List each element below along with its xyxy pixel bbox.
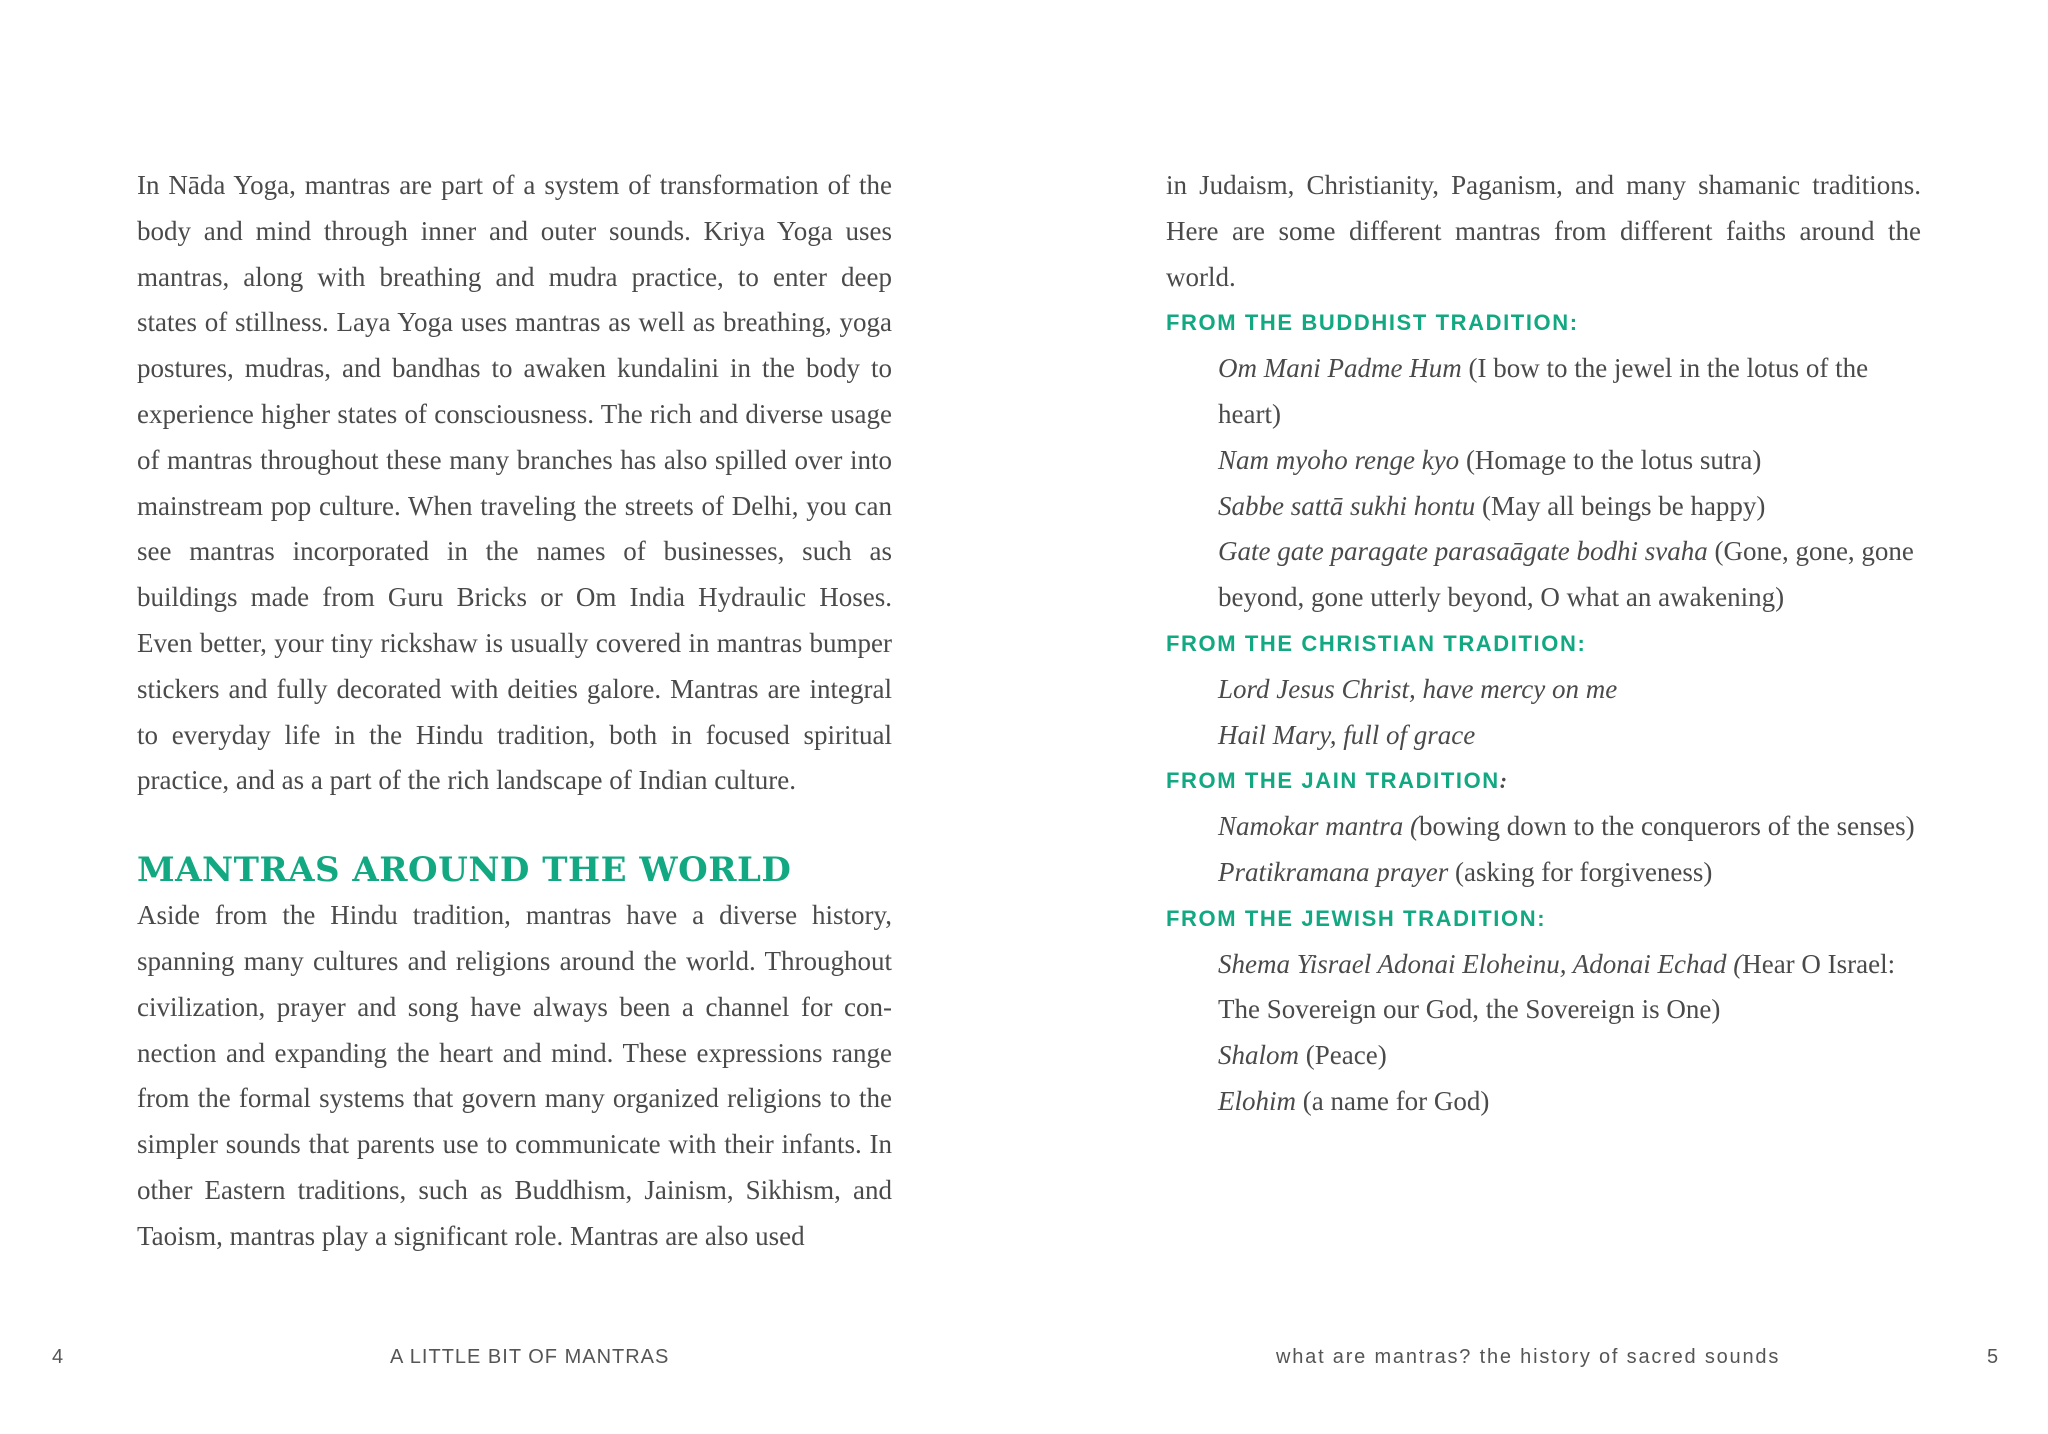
- mantra-meaning: (Gone, gone, gone beyond, gone utterly beyond, O what an awakening): [1218, 536, 1914, 613]
- tradition-heading-christian: FROM THE CHRISTIAN TRADITION:: [1166, 630, 1587, 656]
- mantra-meaning: (a name for God): [1296, 1085, 1490, 1116]
- running-footer-chapter-title: what are mantras? the history of sacred sounds: [1276, 1346, 1781, 1368]
- mantra-item: [1166, 850, 1921, 896]
- tradition-heading-buddhist: FROM THE BUDDHIST TRADITION:: [1166, 310, 1579, 336]
- mantra-meaning: (May all beings be happy): [1475, 490, 1766, 521]
- paragraph-intro-other-faiths: in Judaism, Christianity, Paganism, and many shamanic traditions. Here are some different mantras from different faiths around the world.: [1166, 170, 1921, 292]
- tradition-christian: [1166, 621, 1921, 758]
- mantra-name: Shalom: [1218, 1040, 1299, 1071]
- mantra-item: [1166, 667, 1921, 713]
- mantra-meaning: (Homage to the lotus sutra): [1459, 444, 1762, 475]
- mantra-name: Shema Yisrael Adonai Eloheinu, Adonai Echad (: [1218, 948, 1743, 979]
- mantra-meaning: (Peace): [1299, 1040, 1387, 1071]
- tradition-jain: [1166, 758, 1921, 895]
- mantra-item: [1166, 713, 1921, 759]
- mantra-item: [1166, 942, 1921, 1034]
- mantra-name: Namokar mantra (: [1218, 811, 1419, 842]
- tradition-heading-jain-colon: :: [1499, 768, 1509, 794]
- mantra-meaning: Hear O Israel: The Sovereign our God, the Sovereign is One): [1218, 948, 1896, 1025]
- mantra-item: [1166, 529, 1921, 621]
- tradition-jewish: [1166, 896, 1921, 1125]
- mantra-item: [1166, 346, 1921, 438]
- running-footer-book-title: A LITTLE BIT OF MANTRAS: [390, 1346, 670, 1368]
- mantra-item: [1166, 438, 1921, 484]
- page-number-left: 4: [52, 1346, 65, 1368]
- mantra-name: Elohim: [1218, 1085, 1296, 1116]
- mantra-name: Gate gate paragate parasaāgate bodhi svaha: [1218, 536, 1708, 567]
- page-number-right: 5: [1987, 1346, 2000, 1368]
- paragraph-aside-from-hindu: Aside from the Hindu tradition, mantras have a diverse history, spanning many cultures and religions around the world. Throughout civilization, prayer and song have always been a channel for connection and expanding the heart and mind. These expressions range from the formal systems that govern many organized religions to the simpler sounds that parents use to communicate with their infants. In other Eastern traditions, such as Buddhism, Jainism, Sikhism, and Taoism, mantras play a significant role. Mantras are also used: [137, 900, 892, 1251]
- tradition-heading-jewish: FROM THE JEWISH TRADITION:: [1166, 905, 1547, 931]
- mantra-name: Om Mani Padme Hum: [1218, 353, 1462, 384]
- tradition-buddhist: [1166, 300, 1921, 621]
- mantra-item: [1166, 484, 1921, 530]
- mantra-meaning: bowing down to the conquerors of the senses): [1419, 811, 1915, 842]
- mantra-meaning: (asking for forgiveness): [1448, 856, 1713, 887]
- left-text-column: [137, 163, 892, 1260]
- section-heading-mantras-around-the-world: MANTRAS AROUND THE WORLD: [137, 850, 792, 891]
- paragraph-nada-yoga: In Nāda Yoga, mantras are part of a system of transformation of the body and mind through inner and outer sounds. Kriya Yoga uses mantras, along with breathing and mudra practice, to enter deep states of stillness. Laya Yoga uses mantras as well as breathing, yoga postures, mudras, and bandhas to awaken kundalini in the body to experience higher states of consciousness. The rich and diverse usage of mantras throughout these many branches has also spilled over into mainstream pop culture. When traveling the streets of Delhi, you can see mantras incorporated in the names of businesses, such as buildings made from Guru Bricks or Om India Hydraulic Hoses. Even better, your tiny rickshaw is usually covered in mantras bumper stickers and fully decorated with deities galore. Mantras are integral to everyday life in the Hindu tradition, both in focused spiritual practice, and as a part of the rich landscape of Indian culture.: [137, 170, 892, 796]
- mantra-item: [1166, 1033, 1921, 1079]
- mantra-meaning: (I bow to the jewel in the lotus of the heart): [1218, 353, 1869, 429]
- mantra-name: Pratikramana prayer: [1218, 856, 1449, 887]
- mantra-name: Sabbe sattā sukhi hontu: [1218, 490, 1476, 521]
- mantra-name: Lord Jesus Christ, have mercy on me: [1218, 673, 1618, 704]
- tradition-heading-jain-text: FROM THE JAIN TRADITION: [1166, 768, 1500, 794]
- mantra-name: Nam myoho renge kyo: [1218, 444, 1460, 475]
- right-text-column: [1166, 163, 1921, 1125]
- tradition-heading-jain: [1166, 758, 1921, 804]
- mantra-item: [1166, 1079, 1921, 1125]
- mantra-item: [1166, 804, 1921, 850]
- mantra-name: Hail Mary, full of grace: [1218, 719, 1476, 750]
